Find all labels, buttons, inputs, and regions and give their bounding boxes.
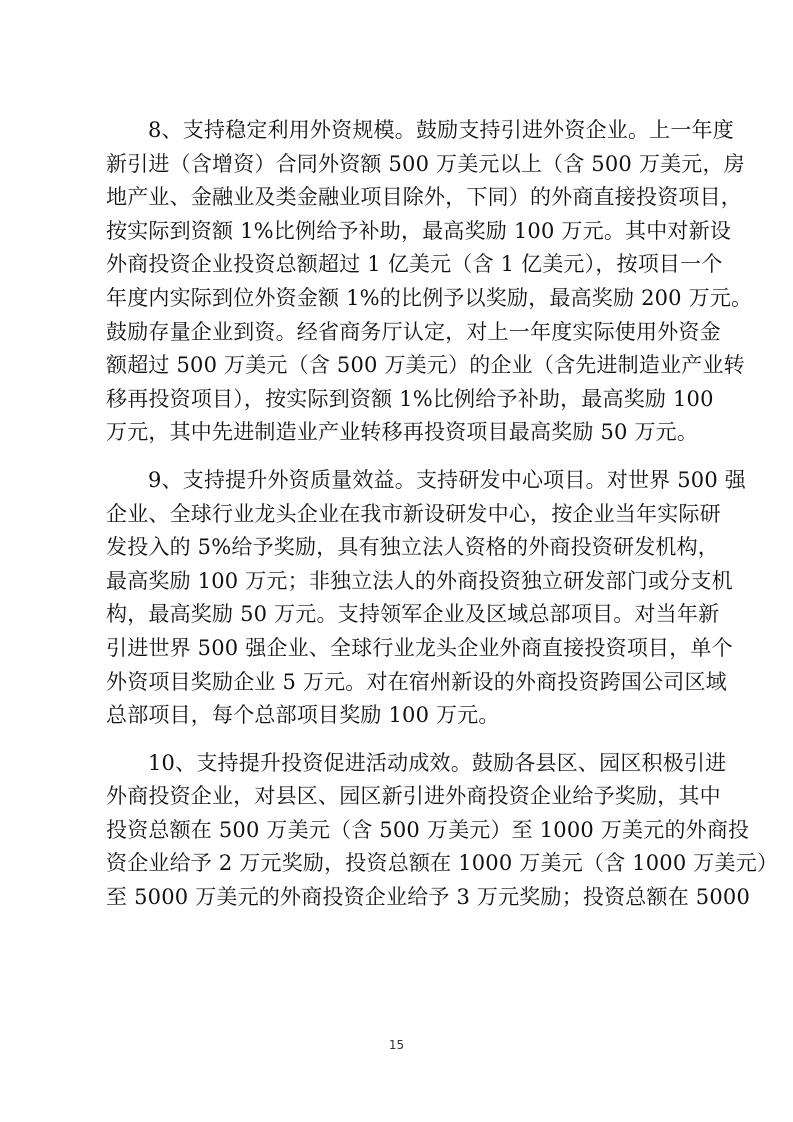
page-number: 15 (388, 1038, 405, 1052)
paragraph-item-9 (106, 464, 746, 733)
text-line: 总部项目，每个总部项目奖励 100 万元。 (106, 703, 500, 728)
text-line: 10、支持提升投资促进活动成效。鼓励各县区、园区积极引进 (148, 750, 727, 775)
text-line: 外商投资企业投资总额超过 1 亿美元（含 1 亿美元），按项目一个 (106, 252, 723, 277)
text-line: 8、支持稳定利用外资规模。鼓励支持引进外资企业。上一年度 (148, 118, 734, 142)
text-line: 地产业、金融业及类金融业项目除外，下同）的外商直接投资项目， (106, 185, 742, 210)
text-line: 外资项目奖励企业 5 万元。对在宿州新设的外商投资跨国公司区域 (106, 669, 727, 694)
paragraph-item-8 (106, 114, 753, 450)
text-line: 万元，其中先进制造业产业转移再投资项目最高奖励 50 万元。 (106, 420, 699, 445)
text-line: 企业、全球行业龙头企业在我市新设研发中心，按企业当年实际研 (106, 501, 721, 526)
text-line: 资企业给予 2 万元奖励，投资总额在 1000 万美元（含 1000 万美元） (106, 851, 779, 876)
text-line: 构，最高奖励 50 万元。支持领军企业及区域总部项目。对当年新 (106, 602, 720, 627)
text-line: 最高奖励 100 万元；非独立法人的外商投资独立研发部门或分支机 (106, 568, 733, 593)
text-line: 至 5000 万美元的外商投资企业给予 3 万元奖励；投资总额在 5000 (106, 885, 751, 910)
text-line: 外商投资企业，对县区、园区新引进外商投资企业给予奖励，其中 (106, 784, 721, 809)
text-line: 额超过 500 万美元（含 500 万美元）的企业（含先进制造业产业转 (106, 353, 745, 378)
text-line: 年度内实际到位外资金额 1%的比例予以奖励，最高奖励 200 万元。 (106, 285, 753, 310)
text-line: 投资总额在 500 万美元（含 500 万美元）至 1000 万美元的外商投 (106, 817, 750, 842)
text-line: 发投入的 5%给予奖励，具有独立法人资格的外商投资研发机构， (106, 535, 719, 560)
text-line: 移再投资项目），按实际到资额 1%比例给予补助，最高奖励 100 (106, 386, 714, 411)
text-line: 引进世界 500 强企业、全球行业龙头企业外商直接投资项目，单个 (106, 635, 733, 660)
text-line: 新引进（含增资）合同外资额 500 万美元以上（含 500 万美元，房 (106, 151, 745, 176)
document-body (106, 114, 779, 929)
text-line: 9、支持提升外资质量效益。支持研发中心项目。对世界 500 强 (148, 467, 746, 492)
text-line: 鼓励存量企业到资。经省商务厅认定，对上一年度实际使用外资金 (106, 319, 721, 344)
paragraph-item-10 (106, 747, 779, 915)
text-line: 按实际到资额 1%比例给予补助，最高奖励 100 万元。其中对新设 (106, 218, 732, 243)
